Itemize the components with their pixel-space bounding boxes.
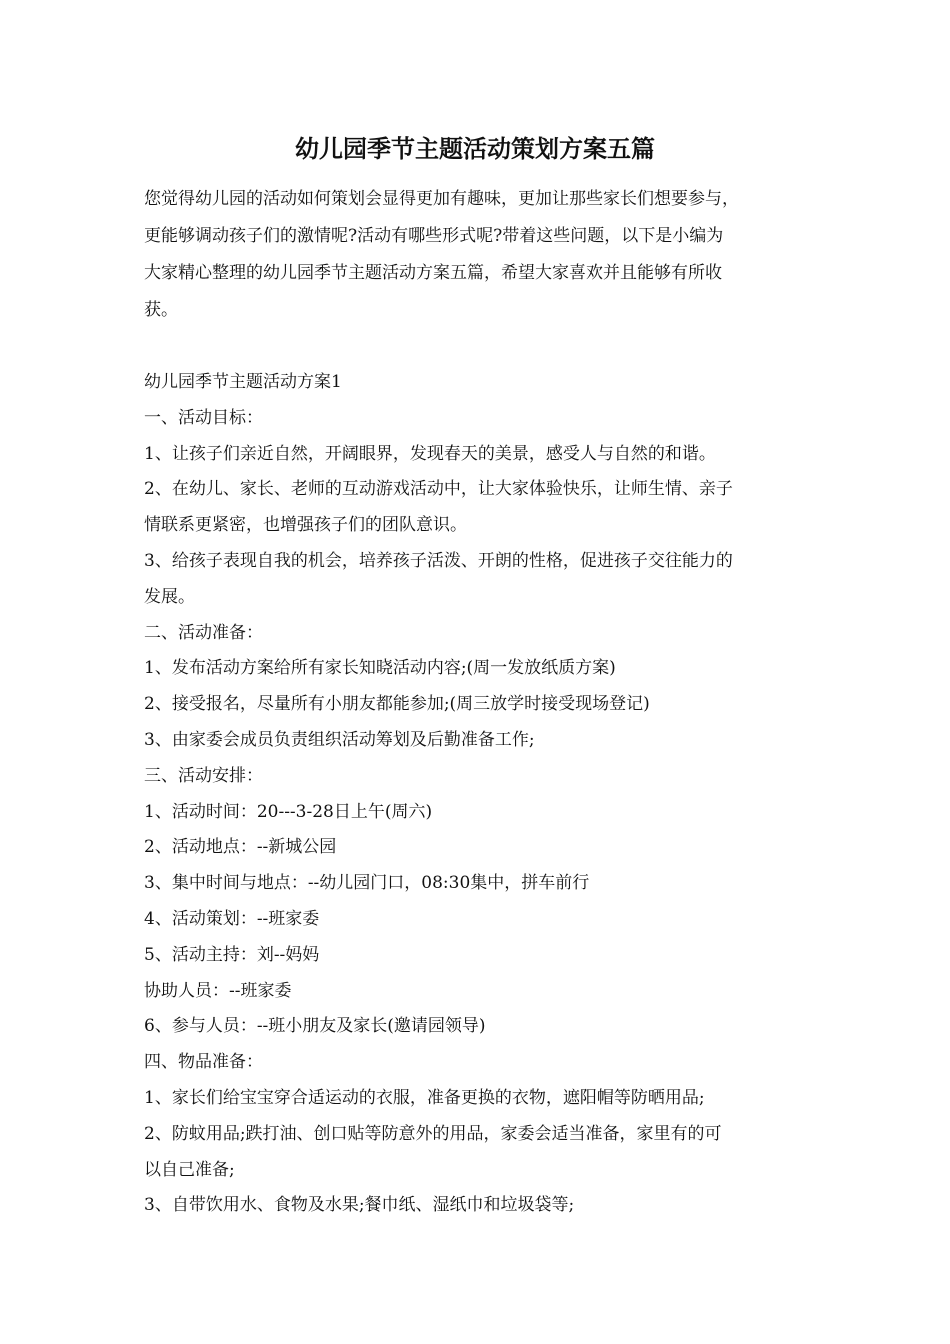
section-heading: 幼儿园季节主题活动方案1	[144, 372, 342, 392]
body-line: 发展。	[144, 586, 195, 607]
section-heading: 三、活动安排：	[144, 765, 263, 786]
body-line: 以自己准备;	[144, 1159, 235, 1180]
body-line: 4、活动策划：--班家委	[144, 908, 320, 929]
plan-body	[144, 365, 820, 1224]
body-line: 2、活动地点：--新城公园	[144, 837, 337, 858]
intro-paragraph	[144, 181, 820, 329]
body-line: 情联系更紧密，也增强孩子们的团队意识。	[144, 515, 467, 536]
body-line: 6、参与人员：--班小朋友及家长(邀请园领导)	[144, 1016, 486, 1037]
section-heading: 一、活动目标：	[144, 407, 263, 428]
body-line: 1、家长们给宝宝穿合适运动的衣服，准备更换的衣物，遮阳帽等防晒用品;	[144, 1087, 705, 1108]
section-heading: 四、物品准备：	[144, 1052, 263, 1073]
body-line: 1、发布活动方案给所有家长知晓活动内容;(周一发放纸质方案)	[144, 658, 616, 679]
body-line: 2、在幼儿、家长、老师的互动游戏活动中，让大家体验快乐，让师生情、亲子	[144, 479, 733, 500]
body-line: 3、给孩子表现自我的机会，培养孩子活泼、开朗的性格，促进孩子交往能力的	[144, 550, 733, 571]
body-line: 3、自带饮用水、食物及水果;餐巾纸、湿纸巾和垃圾袋等;	[144, 1195, 575, 1216]
body-line: 2、防蚊用品;跌打油、创口贴等防意外的用品，家委会适当准备，家里有的可	[144, 1123, 722, 1144]
intro-line: 大家精心整理的幼儿园季节主题活动方案五篇，希望大家喜欢并且能够有所收	[144, 263, 722, 283]
body-line: 协助人员：--班家委	[144, 980, 292, 1001]
body-line: 2、接受报名，尽量所有小朋友都能参加;(周三放学时接受现场登记)	[144, 694, 650, 715]
intro-line: 更能够调动孩子们的激情呢?活动有哪些形式呢?带着这些问题，以下是小编为	[144, 226, 724, 246]
body-line: 5、活动主持：刘--妈妈	[144, 944, 320, 965]
body-line: 3、由家委会成员负责组织活动筹划及后勤准备工作;	[144, 729, 535, 750]
document-title: 幼儿园季节主题活动策划方案五篇	[295, 134, 655, 163]
intro-line: 您觉得幼儿园的活动如何策划会显得更加有趣味，更加让那些家长们想要参与，	[144, 189, 739, 209]
intro-line: 获。	[144, 300, 178, 320]
body-line: 3、集中时间与地点：--幼儿园门口，08:30集中，拼车前行	[144, 873, 590, 894]
body-line: 1、让孩子们亲近自然，开阔眼界，发现春天的美景，感受人与自然的和谐。	[144, 443, 716, 464]
body-line: 1、活动时间：20---3-28日上午(周六)	[144, 801, 433, 822]
section-heading: 二、活动准备：	[144, 622, 263, 643]
